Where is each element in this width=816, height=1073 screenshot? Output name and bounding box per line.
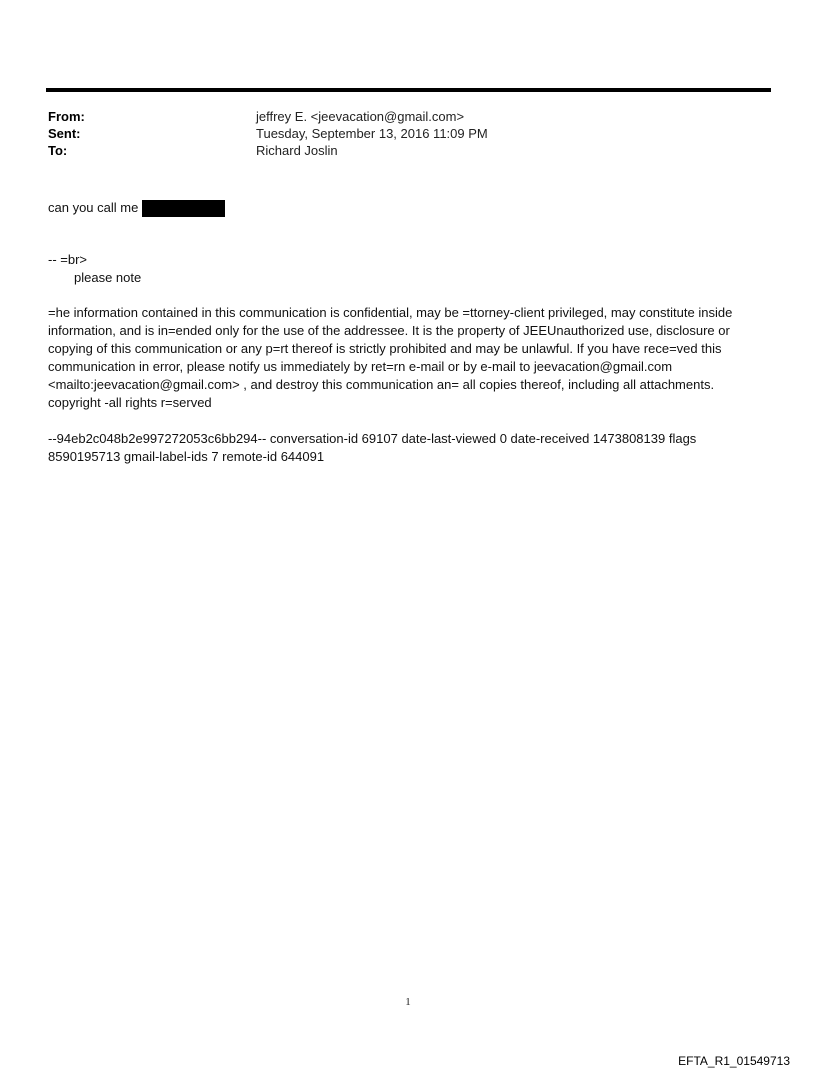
greeting-text: can you call me xyxy=(48,200,139,215)
from-row xyxy=(48,108,768,125)
sent-value: Tuesday, September 13, 2016 11:09 PM xyxy=(256,126,488,141)
email-body xyxy=(48,199,770,466)
header-divider xyxy=(46,88,771,92)
confidentiality-disclaimer: =he information contained in this communication is confidential, may be =ttorney-client privileged, may constitute inside information, and is in=ended only for the use of the addressee. It is the property of JEEUnauthorized use, disclosure or copying of this communication or any p=rt thereof is strictly prohibited and may be unlawful. If you have rece=ved this communication in error, please notify us immediately by ret=rn e-mail or by e-mail to jeevacation@gmail.com <mailto:jeevacation@gmail.com> , and destroy this communication an= all copies thereof, including all attachments. copyright -all rights r=served xyxy=(48,305,733,410)
bates-number: EFTA_R1_01549713 xyxy=(678,1054,790,1068)
greeting-line xyxy=(48,199,770,217)
from-label: From: xyxy=(48,109,85,124)
email-header xyxy=(48,108,768,159)
to-label: To: xyxy=(48,143,68,158)
to-row xyxy=(48,142,768,159)
signature-note: please note xyxy=(74,270,142,285)
redaction-block xyxy=(142,200,225,217)
sent-label: Sent: xyxy=(48,126,81,141)
signature-separator: -- =br> xyxy=(48,252,88,267)
message-metadata: --94eb2c048b2e997272053c6bb294-- conversation-id 69107 date-last-viewed 0 date-received 1473808139 flags 8590195713 gmail-label-ids 7 remote-id 644091 xyxy=(48,431,697,464)
from-value: jeffrey E. <jeevacation@gmail.com> xyxy=(256,109,465,124)
to-value: Richard Joslin xyxy=(256,143,338,158)
sent-row xyxy=(48,125,768,142)
page-number: 1 xyxy=(405,996,411,1008)
